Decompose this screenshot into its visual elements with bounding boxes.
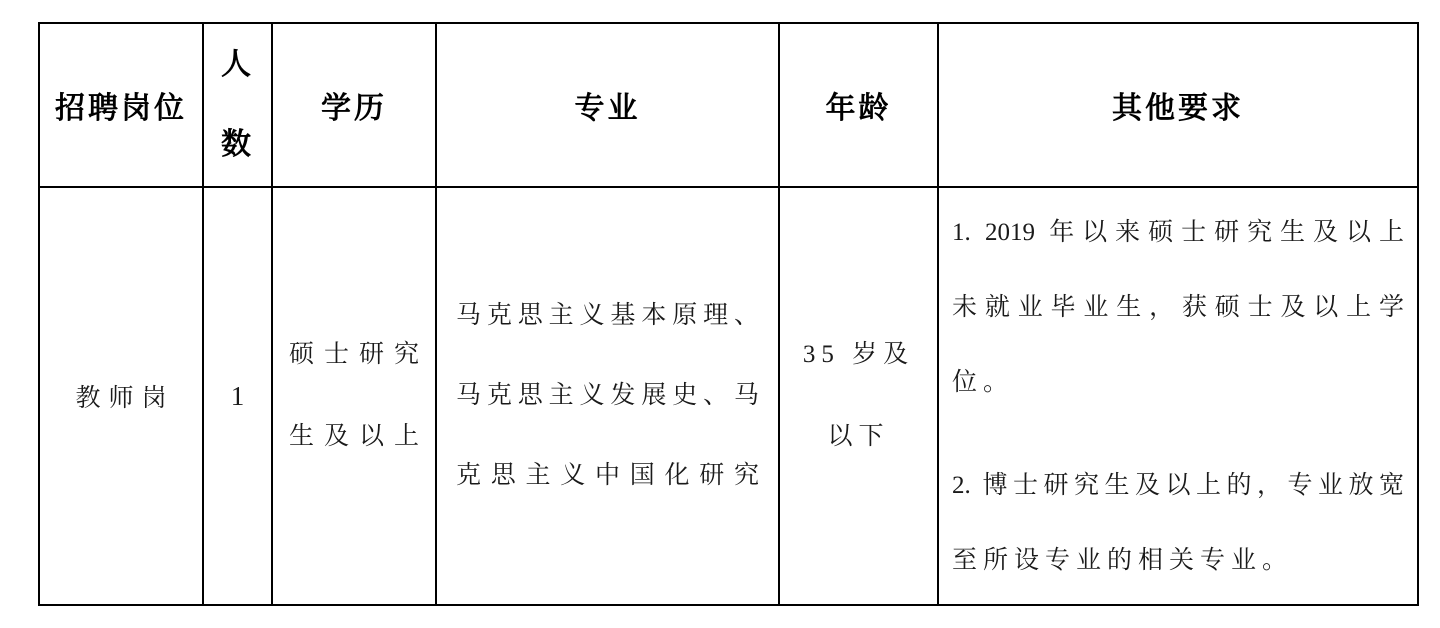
header-major: [437, 24, 780, 188]
cell-age: [780, 188, 939, 604]
requirement-line: 至所设专业的相关专业。: [952, 546, 1294, 574]
education-line: 硕士研究: [289, 341, 419, 368]
requirement-line: 1. 2019 年以来硕士研究生及以上: [952, 218, 1404, 246]
requirement-line: 未就业毕业生，获硕士及以上学: [952, 293, 1404, 321]
header-position-label: 招聘岗位: [55, 92, 187, 125]
header-age: [780, 24, 939, 188]
requirement-paragraph-1: [952, 195, 1404, 420]
age-line: 以下: [827, 423, 890, 450]
header-other-requirements: [939, 24, 1417, 188]
requirement-paragraph-2: [952, 448, 1404, 598]
recruitment-table: [38, 22, 1419, 606]
count-value: 1: [230, 380, 245, 411]
cell-other-requirements: [939, 188, 1417, 604]
requirement-line: 2. 博士研究生及以上的，专业放宽: [952, 471, 1404, 499]
major-line: 马克思主义发展史、马: [456, 382, 759, 409]
header-education-label: 学历: [321, 92, 387, 125]
header-count: [204, 24, 273, 188]
header-age-label: 年龄: [825, 92, 892, 125]
header-count-label: 人数: [221, 48, 254, 161]
cell-education: [273, 188, 437, 604]
header-major-label: 专业: [574, 92, 641, 125]
cell-major: [437, 188, 780, 604]
cell-position: [40, 188, 204, 604]
header-other-requirements-label: 其他要求: [1112, 92, 1244, 125]
requirement-line: 位。: [952, 368, 1015, 396]
header-position: [40, 24, 204, 188]
header-education: [273, 24, 437, 188]
cell-count: [204, 188, 273, 604]
education-line: 生及以上: [289, 423, 419, 450]
major-line: 克思主义中国化研究: [456, 462, 759, 489]
major-line: 马克思主义基本原理、: [456, 302, 759, 329]
position-value: 教师岗: [75, 385, 175, 412]
age-line: 35 岁及: [802, 341, 915, 368]
